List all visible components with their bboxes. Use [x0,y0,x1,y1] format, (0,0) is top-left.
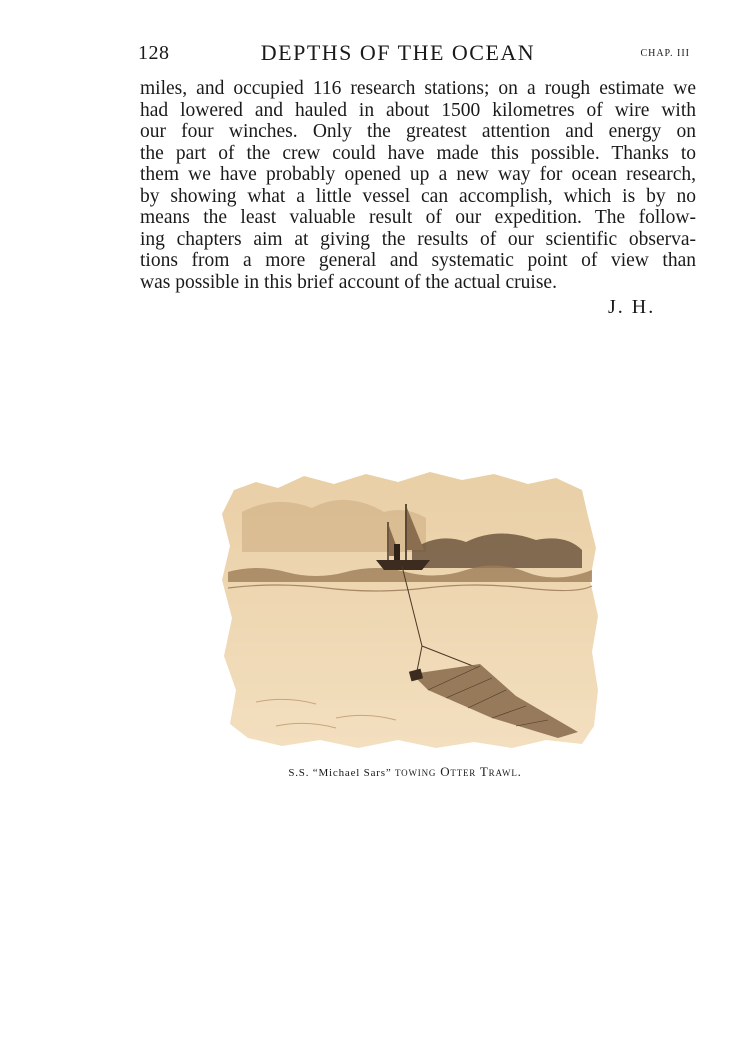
page-number: 128 [138,42,170,64]
body-line: ing chapters aim at giving the results of our scientific observa- [140,228,696,250]
body-line: means the least valuable result of our expedition. The follow- [140,207,696,228]
body-line: by showing what a little vessel can accomplish, which is by no [140,185,696,207]
chapter-label: CHAP. III [640,48,690,59]
caption-description: towing Otter Trawl. [395,764,522,779]
page-header [138,40,698,70]
body-text [140,78,696,293]
body-line: miles, and occupied 116 research stations; on a rough estimate we [140,78,696,99]
ship-funnel [394,544,400,560]
running-head: DEPTHS OF THE OCEAN [260,40,536,65]
body-line: was possible in this brief account of the actual cruise. [140,271,557,293]
body-line: them we have probably opened up a new way for ocean research, [140,164,696,185]
body-line: the part of the crew could have made this possible. Thanks to [140,142,696,164]
author-signature: J. H. [608,296,656,318]
body-line: had lowered and hauled in about 1500 kilometres of wire with [140,99,696,121]
body-line: tions from a more general and systematic point of view than [140,250,696,271]
trawl-illustration [216,468,604,750]
body-line: our four winches. Only the greatest attention and energy on [140,121,696,142]
figure-caption [200,764,610,780]
caption-ship-name: S.S. “Michael Sars” [288,767,396,779]
